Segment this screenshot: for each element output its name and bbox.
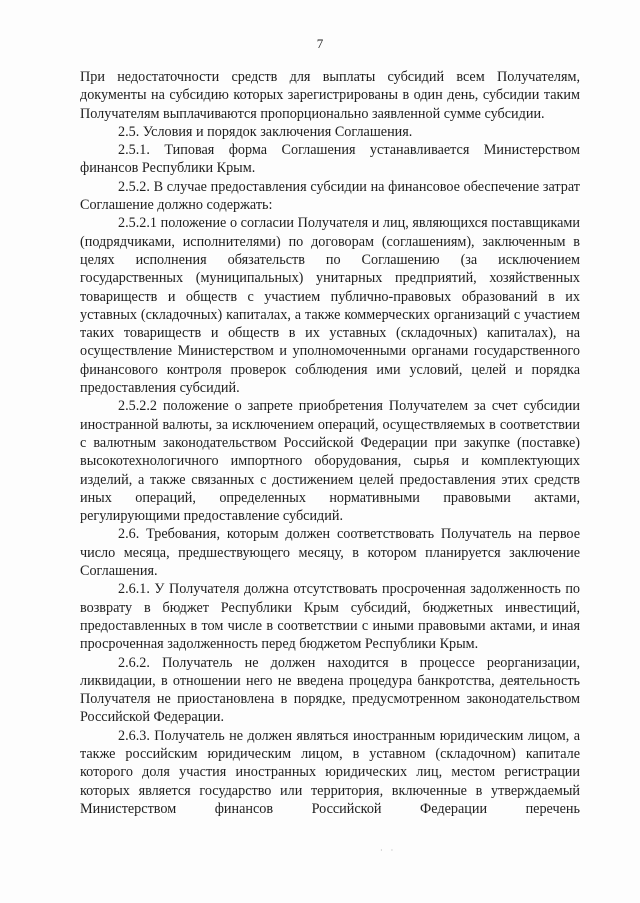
paragraph-2-5: 2.5. Условия и порядок заключения Соглашения. bbox=[118, 123, 413, 140]
paragraph-2-5-2-2: 2.5.2.2 положение о запрете приобретения Получателем за счет субсидии иностранной валюты, за исключением операций, осуществляемых в соответствии с валютным законодательством Российской Федерации при закупке (поставке) высокотехнологичного импортного оборудования, сырья и комплектующих изделий, а также связанных с достижением целей предоставления этих средств иных операций, определенных нормативными правовыми актами, регулирующими предоставление субсидий. bbox=[80, 398, 580, 525]
paragraph-subsidy-proportional: При недостаточности средств для выплаты субсидий всем Получателям, документы на субсидию которых зарегистрированы в один день, субсидии таким Получателям выплачиваются пропорционально заявленной сумме субсидии. bbox=[80, 69, 580, 122]
paragraph-2-5-1: 2.5.1. Типовая форма Соглашения устанавливается Министерством финансов Республики Крым. bbox=[80, 142, 580, 177]
scan-artifact: · · bbox=[380, 846, 397, 855]
paragraph-2-6-2: 2.6.2. Получатель не должен находится в процессе реорганизации, ликвидации, в отношении него не введена процедура банкротства, деятельность Получателя не приостановлена в порядке, предусмотренном законодательством Российской Федерации. bbox=[80, 654, 580, 726]
page-number: 7 bbox=[316, 36, 324, 51]
paragraph-2-5-2: 2.5.2. В случае предоставления субсидии на финансовое обеспечение затрат Соглашение должно содержать: bbox=[80, 178, 580, 214]
paragraph-2-5-2-1: 2.5.2.1 положение о согласии Получателя и лиц, являющихся поставщиками (подрядчиками, исполнителями) по договорам (соглашениям), заключенным в целях исполнения обязательств по Соглашению (за исключением государственных (муниципальных) унитарных предприятий, хозяйственных товариществ и обществ с участием публично-правовых образований в их уставных (складочных) капиталах, а также коммерческих организаций с участием таких товариществ и обществ в их уставных (складочных) капиталах), на осуществление Министерством и уполномоченными органами государственного финансового контроля проверок соблюдения ими условий, целей и порядка предоставления субсидий. bbox=[80, 215, 580, 397]
paragraph-2-6: 2.6. Требования, которым должен соответствовать Получатель на первое число месяца, предшествующего месяцу, в котором планируется заключение Соглашения. bbox=[80, 526, 580, 580]
paragraph-2-6-1: 2.6.1. У Получателя должна отсутствовать просроченная задолженность по возврату в бюджет Республики Крым субсидий, бюджетных инвестиций, предоставленных в том числе в соответствии с иными правовыми актами, и иная просроченная задолженность перед бюджетом Республики Крым. bbox=[80, 581, 580, 653]
document-body bbox=[80, 68, 580, 818]
paragraph-2-6-3: 2.6.3. Получатель не должен являться иностранным юридическим лицом, а также российским юридическим лицом, в уставном (складочном) капитале которого доля участия иностранных юридических лиц, местом регистрации которых является государство или территория, включенные в утверждаемый Министерством финансов Российской Федерации перечень bbox=[80, 727, 580, 817]
